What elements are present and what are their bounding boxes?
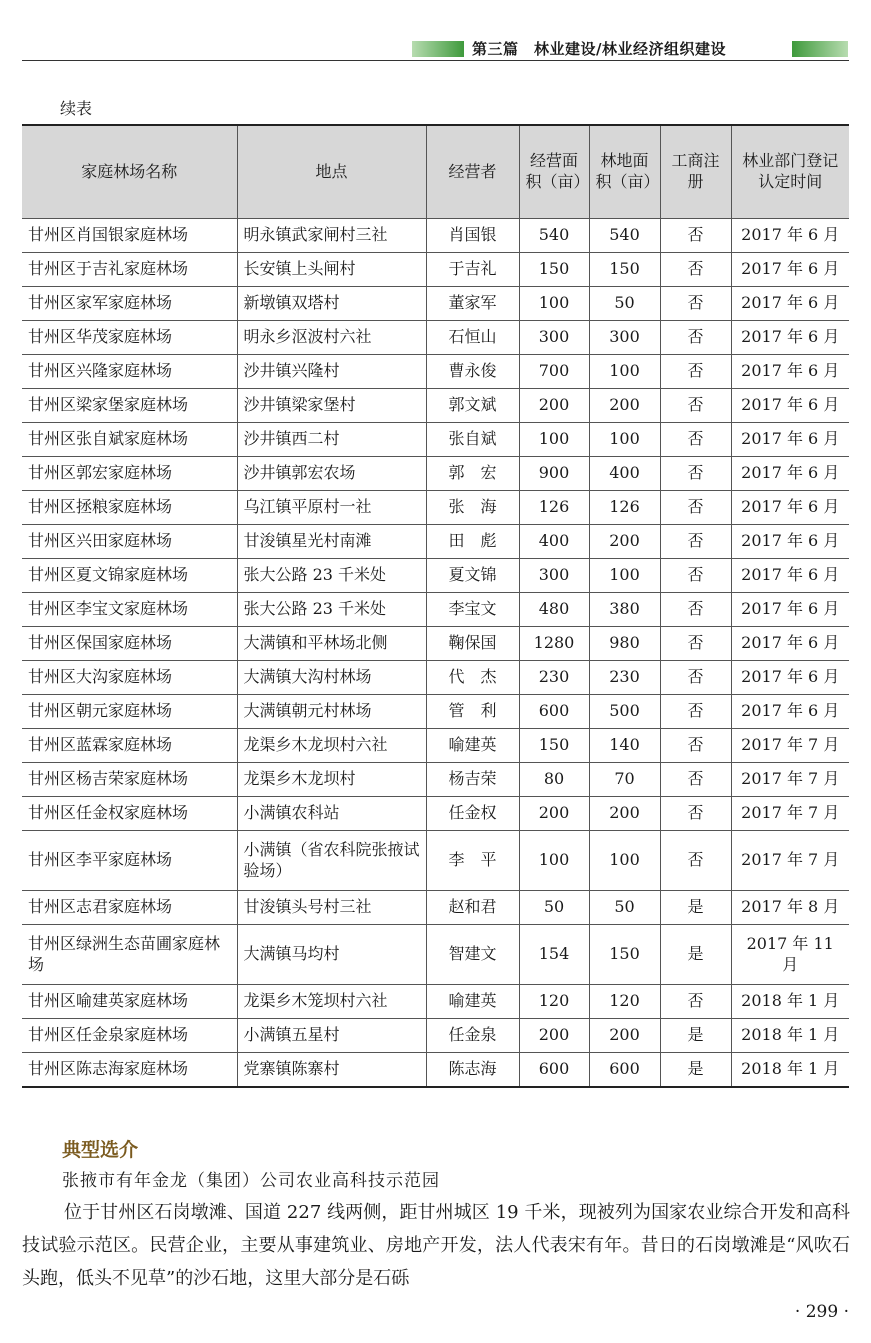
table-cell: 2017 年 6 月: [731, 661, 849, 695]
table-row: [22, 729, 849, 763]
table-cell: 300: [519, 321, 589, 355]
table-cell: 150: [589, 253, 660, 287]
table-row: [22, 525, 849, 559]
table-cell: 甘州区李平家庭林场: [22, 831, 237, 891]
table-cell: 70: [589, 763, 660, 797]
table-cell: 2018 年 1 月: [731, 1053, 849, 1088]
table-cell: 200: [519, 797, 589, 831]
table-row: [22, 661, 849, 695]
table-row: [22, 797, 849, 831]
table-cell: 480: [519, 593, 589, 627]
table-cell: 否: [660, 355, 731, 389]
table-cell: 大满镇马均村: [237, 925, 426, 985]
table-cell: 郭文斌: [426, 389, 519, 423]
table-cell: 否: [660, 287, 731, 321]
table-cell: 喻建英: [426, 985, 519, 1019]
table-cell: 100: [519, 287, 589, 321]
table-cell: 100: [519, 423, 589, 457]
table-cell: 张大公路 23 千米处: [237, 593, 426, 627]
table-cell: 甘州区绿洲生态苗圃家庭林场: [22, 925, 237, 985]
column-header: 林业部门登记认定时间: [731, 125, 849, 219]
continued-table-label: 续表: [60, 99, 93, 118]
table-cell: 2017 年 6 月: [731, 695, 849, 729]
header-rule: [22, 60, 849, 61]
table-cell: 2017 年 11 月: [731, 925, 849, 985]
table-cell: 陈志海: [426, 1053, 519, 1088]
table-cell: 230: [589, 661, 660, 695]
table-cell: 200: [589, 1019, 660, 1053]
table-cell: 150: [519, 729, 589, 763]
table-cell: 大满镇和平林场北侧: [237, 627, 426, 661]
table-cell: 甘浚镇头号村三社: [237, 891, 426, 925]
table-cell: 小满镇（省农科院张掖试验场）: [237, 831, 426, 891]
table-cell: 50: [519, 891, 589, 925]
table-cell: 龙渠乡木龙坝村: [237, 763, 426, 797]
table-cell: 甘州区兴隆家庭林场: [22, 355, 237, 389]
table-row: [22, 423, 849, 457]
table-cell: 沙井镇西二村: [237, 423, 426, 457]
table-cell: 1280: [519, 627, 589, 661]
table-row: [22, 1053, 849, 1088]
table-row: [22, 287, 849, 321]
family-forest-farm-table: [22, 124, 849, 1088]
table-cell: 2017 年 7 月: [731, 797, 849, 831]
header-accent-bar-left: [412, 41, 464, 57]
running-header: [0, 36, 871, 62]
table-cell: 否: [660, 627, 731, 661]
table-cell: 小满镇农科站: [237, 797, 426, 831]
table-cell: 150: [589, 925, 660, 985]
table-cell: 长安镇上头闸村: [237, 253, 426, 287]
table-cell: 100: [589, 355, 660, 389]
column-header: 经营者: [426, 125, 519, 219]
table-cell: 明永镇武家闸村三社: [237, 219, 426, 253]
table-cell: 赵和君: [426, 891, 519, 925]
table-cell: 否: [660, 321, 731, 355]
table-row: [22, 253, 849, 287]
table-cell: 126: [589, 491, 660, 525]
table-cell: 甘州区李宝文家庭林场: [22, 593, 237, 627]
table-cell: 甘浚镇星光村南滩: [237, 525, 426, 559]
column-header: 地点: [237, 125, 426, 219]
table-cell: 于吉礼: [426, 253, 519, 287]
table-cell: 李宝文: [426, 593, 519, 627]
table-cell: 2017 年 6 月: [731, 253, 849, 287]
table-cell: 董家军: [426, 287, 519, 321]
table-cell: 540: [519, 219, 589, 253]
table-cell: 甘州区华茂家庭林场: [22, 321, 237, 355]
table-cell: 否: [660, 525, 731, 559]
table-cell: 否: [660, 985, 731, 1019]
table-header-row: [22, 125, 849, 219]
table-cell: 150: [519, 253, 589, 287]
table-cell: 喻建英: [426, 729, 519, 763]
table-cell: 田 彪: [426, 525, 519, 559]
table-row: [22, 321, 849, 355]
table-cell: 600: [519, 695, 589, 729]
table-cell: 张大公路 23 千米处: [237, 559, 426, 593]
table-cell: 否: [660, 491, 731, 525]
table-cell: 甘州区肖国银家庭林场: [22, 219, 237, 253]
page-number: · 299 ·: [794, 1302, 849, 1322]
table-cell: 600: [519, 1053, 589, 1088]
table-row: [22, 559, 849, 593]
table-cell: 任金泉: [426, 1019, 519, 1053]
table-cell: 龙渠乡木笼坝村六社: [237, 985, 426, 1019]
table-cell: 154: [519, 925, 589, 985]
table-cell: 200: [519, 389, 589, 423]
table-cell: 沙井镇梁家堡村: [237, 389, 426, 423]
table-cell: 小满镇五星村: [237, 1019, 426, 1053]
table-row: [22, 985, 849, 1019]
table-cell: 2017 年 6 月: [731, 287, 849, 321]
table-cell: 张 海: [426, 491, 519, 525]
table-row: [22, 491, 849, 525]
table-cell: 是: [660, 891, 731, 925]
table-cell: 甘州区保国家庭林场: [22, 627, 237, 661]
table-cell: 700: [519, 355, 589, 389]
table-cell: 甘州区拯粮家庭林场: [22, 491, 237, 525]
table-cell: 李 平: [426, 831, 519, 891]
table-cell: 400: [589, 457, 660, 491]
table-cell: 甘州区郭宏家庭林场: [22, 457, 237, 491]
table-cell: 是: [660, 1019, 731, 1053]
table-cell: 200: [589, 797, 660, 831]
table-cell: 甘州区陈志海家庭林场: [22, 1053, 237, 1088]
table-cell: 甘州区志君家庭林场: [22, 891, 237, 925]
table-cell: 否: [660, 389, 731, 423]
table-cell: 2017 年 6 月: [731, 593, 849, 627]
table-cell: 2017 年 6 月: [731, 491, 849, 525]
table-cell: 是: [660, 1053, 731, 1088]
table-cell: 甘州区大沟家庭林场: [22, 661, 237, 695]
table-cell: 甘州区夏文锦家庭林场: [22, 559, 237, 593]
table-cell: 否: [660, 423, 731, 457]
table-cell: 石恒山: [426, 321, 519, 355]
table-cell: 2017 年 7 月: [731, 729, 849, 763]
table-cell: 张自斌: [426, 423, 519, 457]
table-cell: 300: [589, 321, 660, 355]
table-row: [22, 593, 849, 627]
table-cell: 100: [589, 831, 660, 891]
table-cell: 2017 年 6 月: [731, 389, 849, 423]
table-cell: 沙井镇兴隆村: [237, 355, 426, 389]
table-cell: 2017 年 6 月: [731, 355, 849, 389]
table-cell: 2017 年 8 月: [731, 891, 849, 925]
header-accent-bar-right: [792, 41, 848, 57]
table-cell: 200: [519, 1019, 589, 1053]
column-header: 工商注册: [660, 125, 731, 219]
table-cell: 甘州区梁家堡家庭林场: [22, 389, 237, 423]
table-row: [22, 925, 849, 985]
table-cell: 否: [660, 661, 731, 695]
table-cell: 300: [519, 559, 589, 593]
table-cell: 沙井镇郭宏农场: [237, 457, 426, 491]
table-cell: 龙渠乡木龙坝村六社: [237, 729, 426, 763]
column-header: 经营面积（亩）: [519, 125, 589, 219]
table-cell: 新墩镇双塔村: [237, 287, 426, 321]
table-cell: 400: [519, 525, 589, 559]
table-cell: 50: [589, 287, 660, 321]
table-cell: 2017 年 6 月: [731, 321, 849, 355]
table-cell: 120: [589, 985, 660, 1019]
table-cell: 甘州区任金权家庭林场: [22, 797, 237, 831]
table-cell: 200: [589, 525, 660, 559]
table-cell: 大满镇朝元村林场: [237, 695, 426, 729]
table-cell: 980: [589, 627, 660, 661]
table-cell: 否: [660, 593, 731, 627]
table-cell: 乌江镇平原村一社: [237, 491, 426, 525]
table-cell: 50: [589, 891, 660, 925]
table-cell: 80: [519, 763, 589, 797]
body-paragraph: 位于甘州区石岗墩滩、国道 227 线两侧，距甘州城区 19 千米，现被列为国家农业综合开发和高科技试验示范区。民营企业，主要从事建筑业、房地产开发，法人代表宋有年。昔日的石岗墩滩是“风吹石头跑，低头不见草”的沙石地，这里大部分是石砾: [22, 1202, 850, 1289]
table-cell: 否: [660, 457, 731, 491]
table-cell: 管 利: [426, 695, 519, 729]
table-cell: 甘州区家军家庭林场: [22, 287, 237, 321]
section-title: 典型选介: [62, 1139, 139, 1161]
table-cell: 郭 宏: [426, 457, 519, 491]
table-cell: 120: [519, 985, 589, 1019]
table-cell: 甘州区朝元家庭林场: [22, 695, 237, 729]
table-cell: 2018 年 1 月: [731, 1019, 849, 1053]
table-cell: 380: [589, 593, 660, 627]
table-row: [22, 627, 849, 661]
table-cell: 540: [589, 219, 660, 253]
column-header: 家庭林场名称: [22, 125, 237, 219]
table-cell: 甘州区杨吉荣家庭林场: [22, 763, 237, 797]
table-cell: 甘州区蓝霖家庭林场: [22, 729, 237, 763]
table-cell: 2017 年 7 月: [731, 763, 849, 797]
table-row: [22, 219, 849, 253]
table-cell: 杨吉荣: [426, 763, 519, 797]
table-row: [22, 891, 849, 925]
table-cell: 2017 年 6 月: [731, 627, 849, 661]
table-cell: 是: [660, 925, 731, 985]
table-row: [22, 389, 849, 423]
table-cell: 500: [589, 695, 660, 729]
table-cell: 2017 年 6 月: [731, 423, 849, 457]
table-cell: 肖国银: [426, 219, 519, 253]
table-cell: 否: [660, 559, 731, 593]
table-cell: 大满镇大沟村林场: [237, 661, 426, 695]
table-row: [22, 1019, 849, 1053]
table-cell: 否: [660, 831, 731, 891]
table-cell: 党寨镇陈寨村: [237, 1053, 426, 1088]
table-cell: 否: [660, 695, 731, 729]
table-cell: 140: [589, 729, 660, 763]
table-cell: 2017 年 6 月: [731, 525, 849, 559]
table-cell: 甘州区张自斌家庭林场: [22, 423, 237, 457]
table-cell: 600: [589, 1053, 660, 1088]
table-cell: 230: [519, 661, 589, 695]
table-cell: 100: [519, 831, 589, 891]
table-row: [22, 355, 849, 389]
table-cell: 智建文: [426, 925, 519, 985]
table-cell: 代 杰: [426, 661, 519, 695]
table-cell: 夏文锦: [426, 559, 519, 593]
column-header: 林地面积（亩）: [589, 125, 660, 219]
table-cell: 任金权: [426, 797, 519, 831]
table-cell: 鞠保国: [426, 627, 519, 661]
header-title: 第三篇 林业建设/林业经济组织建设: [472, 40, 726, 58]
table-cell: 900: [519, 457, 589, 491]
table-cell: 100: [589, 559, 660, 593]
table-cell: 100: [589, 423, 660, 457]
table-cell: 否: [660, 797, 731, 831]
table-cell: 否: [660, 763, 731, 797]
table-cell: 否: [660, 253, 731, 287]
table-cell: 否: [660, 729, 731, 763]
table-cell: 甘州区兴田家庭林场: [22, 525, 237, 559]
table-cell: 2017 年 6 月: [731, 559, 849, 593]
section-subtitle: 张掖市有年金龙（集团）公司农业高科技示范园: [62, 1171, 440, 1191]
table-cell: 否: [660, 219, 731, 253]
table-cell: 2018 年 1 月: [731, 985, 849, 1019]
table-cell: 2017 年 6 月: [731, 457, 849, 491]
table-cell: 200: [589, 389, 660, 423]
table-cell: 126: [519, 491, 589, 525]
table-cell: 曹永俊: [426, 355, 519, 389]
table-cell: 2017 年 7 月: [731, 831, 849, 891]
table-cell: 明永乡沤波村六社: [237, 321, 426, 355]
table-cell: 2017 年 6 月: [731, 219, 849, 253]
table-row: [22, 695, 849, 729]
table-row: [22, 763, 849, 797]
table-cell: 甘州区于吉礼家庭林场: [22, 253, 237, 287]
table-cell: 甘州区喻建英家庭林场: [22, 985, 237, 1019]
table-cell: 甘州区任金泉家庭林场: [22, 1019, 237, 1053]
table-row: [22, 457, 849, 491]
table-row: [22, 831, 849, 891]
